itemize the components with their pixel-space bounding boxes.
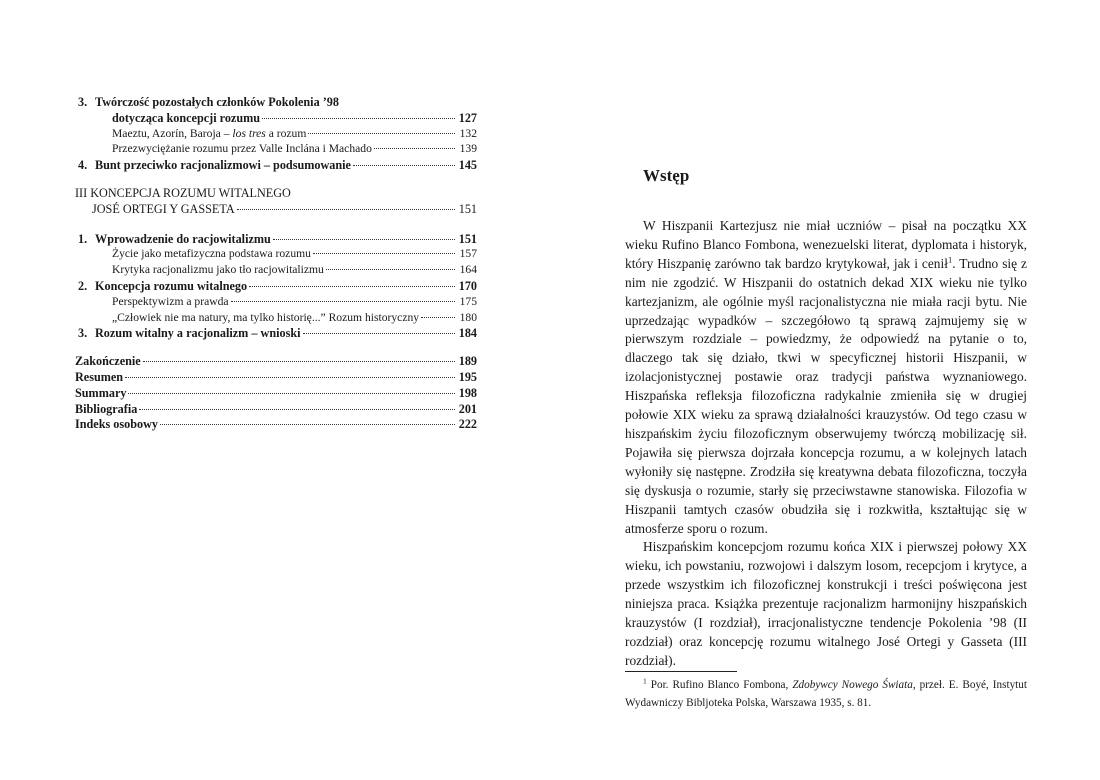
footnote-divider bbox=[625, 671, 737, 672]
toc-entry-number: 2. bbox=[78, 278, 88, 293]
toc-gap bbox=[75, 174, 477, 186]
toc-page-number: 184 bbox=[458, 326, 477, 341]
toc-entry[interactable] bbox=[75, 370, 477, 386]
toc-leader-dots bbox=[353, 165, 455, 166]
toc-entry-title: Twórczość pozostałych członków Pokolenia ’98 bbox=[95, 95, 339, 109]
chapter-body bbox=[625, 217, 1027, 671]
toc-leader-dots bbox=[143, 361, 455, 362]
toc-entry-title: Wprowadzenie do racjowitalizmu bbox=[95, 231, 271, 246]
footnote-ref: 1 bbox=[947, 254, 953, 265]
toc-leader-dots bbox=[139, 409, 455, 410]
toc-entry-number: 1. bbox=[78, 231, 88, 246]
toc-entry-title: JOSÉ ORTEGI Y GASSETA bbox=[92, 201, 235, 216]
toc-entry-title: Rozum witalny a racjonalizm – wnioski bbox=[95, 326, 301, 341]
toc-leader-dots bbox=[262, 118, 455, 119]
toc-entry[interactable] bbox=[75, 142, 477, 158]
toc-entry[interactable] bbox=[75, 326, 477, 342]
toc-entry-title: Krytyka racjonalizmu jako tło racjowitalizmu bbox=[112, 263, 324, 277]
toc-page-number: 201 bbox=[458, 401, 477, 416]
toc-leader-dots bbox=[125, 377, 455, 378]
toc-entry[interactable] bbox=[75, 417, 477, 433]
toc-page-number: 157 bbox=[459, 247, 477, 261]
chapter-heading: Wstęp bbox=[643, 166, 690, 185]
toc-page-number: 127 bbox=[458, 110, 477, 125]
toc-page-number: 164 bbox=[459, 263, 477, 277]
footnote bbox=[625, 677, 1027, 712]
toc-page-number: 195 bbox=[458, 369, 477, 384]
toc-entry-title: Bibliografia bbox=[75, 401, 138, 416]
toc-entry[interactable] bbox=[75, 111, 477, 127]
toc-entry[interactable] bbox=[75, 279, 477, 295]
toc-entry-title: Przezwyciężanie rozumu przez Valle Inclána i Machado bbox=[112, 142, 372, 156]
toc-leader-dots bbox=[160, 424, 455, 425]
toc-entry-number: 3. bbox=[78, 95, 88, 109]
toc-entry[interactable] bbox=[75, 186, 477, 202]
toc-entry[interactable] bbox=[75, 127, 477, 143]
toc-leader-dots bbox=[303, 333, 456, 334]
toc-entry[interactable] bbox=[75, 95, 477, 111]
toc-page-number: 222 bbox=[458, 417, 477, 432]
toc-entry-number: 3. bbox=[78, 326, 88, 341]
toc-entry-title: dotycząca koncepcji rozumu bbox=[112, 110, 261, 125]
paragraph-1-text: W Hiszpanii Kartezjusz nie miał uczniów – pisał na początku XX wieku Rufino Blanco Fombona, wenezuelski literat, dyplomata i historyk, który Hiszpanię zarówno tak bardzo krytykował, jak i cenił bbox=[625, 218, 1027, 271]
toc-page-number: 198 bbox=[458, 385, 477, 400]
toc-entry[interactable] bbox=[75, 158, 477, 174]
toc-entry-title: III KONCEPCJA ROZUMU WITALNEGO bbox=[75, 185, 291, 200]
toc-page-number: 151 bbox=[458, 231, 477, 246]
toc-leader-dots bbox=[374, 148, 455, 149]
paragraph-2: Hiszpańskim koncepcjom rozumu końca XIX i pierwszej połowy XX wieku, ich powstaniu, rozwojowi i dalszym losom, recepcjom i krytyce, a przede wszystkim ich filozoficznej konstrukcji i treści poświęcona jest niniejsza praca. Książka prezentuje racjonalizm harmonijny hiszpańskich krauzystów (I rozdział), irracjonalistyczne tendencje Pokolenia ’98 (II rozdział) oraz koncepcję rozumu witalnego José Ortegi y Gasseta (III rozdział). bbox=[625, 539, 1027, 668]
toc-page-number: 175 bbox=[459, 294, 477, 308]
toc-page-number: 189 bbox=[458, 354, 477, 369]
toc-entry-title: Życie jako metafizyczna podstawa rozumu bbox=[112, 247, 311, 261]
toc-gap bbox=[75, 342, 477, 354]
toc-entry-number: 4. bbox=[78, 158, 88, 173]
toc-entry-title: Resumen bbox=[75, 369, 124, 384]
toc-leader-dots bbox=[273, 239, 455, 240]
toc-title-part: a rozum bbox=[265, 126, 307, 140]
toc-page-number: 151 bbox=[458, 201, 477, 216]
toc-leader-dots bbox=[231, 301, 455, 302]
toc-gap bbox=[75, 218, 477, 232]
toc-entry-title: Bunt przeciwko racjonalizmowi – podsumowanie bbox=[95, 158, 351, 173]
table-of-contents bbox=[75, 95, 477, 433]
toc-leader-dots bbox=[313, 253, 455, 254]
toc-leader-dots bbox=[249, 286, 455, 287]
toc-entry-title: Perspektywizm a prawda bbox=[112, 294, 229, 308]
footnote-marker: 1 bbox=[643, 676, 647, 686]
toc-entry-title: Zakończenie bbox=[75, 354, 141, 369]
toc-page-number: 180 bbox=[459, 310, 477, 324]
toc-leader-dots bbox=[128, 393, 455, 394]
toc-leader-dots bbox=[326, 269, 455, 270]
footnote-post: , przeł. E. Boyé, Instytut Wydawniczy Bibljoteka Polska, Warszawa 1935, s. 81. bbox=[625, 679, 1027, 709]
toc-entry[interactable] bbox=[75, 202, 477, 218]
footnote-title: Zdobywcy Nowego Świata bbox=[792, 679, 913, 691]
toc-leader-dots bbox=[421, 317, 455, 318]
toc-entry[interactable] bbox=[75, 386, 477, 402]
toc-entry-title: „Człowiek nie ma natury, ma tylko historię...” Rozum historyczny bbox=[112, 310, 420, 324]
toc-entry[interactable] bbox=[75, 232, 477, 248]
paragraph-1 bbox=[625, 217, 1027, 538]
toc-page-number: 139 bbox=[459, 142, 477, 156]
toc-page-number: 170 bbox=[458, 278, 477, 293]
toc-entry[interactable] bbox=[75, 354, 477, 370]
toc-entry-title: Koncepcja rozumu witalnego bbox=[95, 278, 248, 293]
toc-entry[interactable] bbox=[75, 263, 477, 279]
toc-entry[interactable] bbox=[75, 311, 477, 327]
toc-entry[interactable] bbox=[75, 402, 477, 418]
paragraph-1-cont: . Trudno się z nim nie zgodzić. W Hiszpanii do ostatnich dekad XIX wieku nie tylko kartezjanizm, ale ogólnie myśl racjonalistyczna nie miała racji bytu. Nie uprzedzając wypadków – szczegółowo tą sprawą zajmujemy się w pierwszym rozdziale – powiedzmy, że odpowiedź na pytanie o to, dlaczego tak się działo, tkwi w specyficznej historii Hiszpanii, w izolacjonistycznej postawie oraz tradycji państwa wyznaniowego. Hiszpańska refleksja filozoficzna radykalnie zmieniła się w drugiej połowie XIX wieku za sprawą działalności krauzystów. Od tego czasu w hiszpańskim życiu filozoficznym obserwujemy twórczą mobilizację sił. Pojawiła się pierwsza dojrzała koncepcja rozumu, a w kolejnych latach wyłoniły się następne. Zrodziła się kreatywna debata filozoficzna, toczyła się dyskusja o rozumie, starły się przeciwstawne stanowiska. Filozofia w Hiszpanii tamtych czasów obudziła się i rozkwitła, kształtując się w atmosferze sporu o rozum. bbox=[625, 255, 1027, 536]
toc-page-number: 145 bbox=[458, 158, 477, 173]
footnote-pre: Por. Rufino Blanco Fombona, bbox=[646, 679, 793, 691]
toc-entry-title: Summary bbox=[75, 385, 127, 400]
toc-entry-title bbox=[112, 127, 306, 140]
toc-entry-title: Indeks osobowy bbox=[75, 417, 158, 432]
toc-entry[interactable] bbox=[75, 295, 477, 311]
toc-entry[interactable] bbox=[75, 247, 477, 263]
toc-leader-dots bbox=[237, 209, 455, 210]
toc-page-number: 132 bbox=[459, 126, 477, 140]
toc-title-part: Maeztu, Azorín, Baroja – bbox=[112, 126, 233, 140]
toc-title-italic: los tres bbox=[232, 126, 266, 140]
toc-leader-dots bbox=[308, 133, 455, 134]
